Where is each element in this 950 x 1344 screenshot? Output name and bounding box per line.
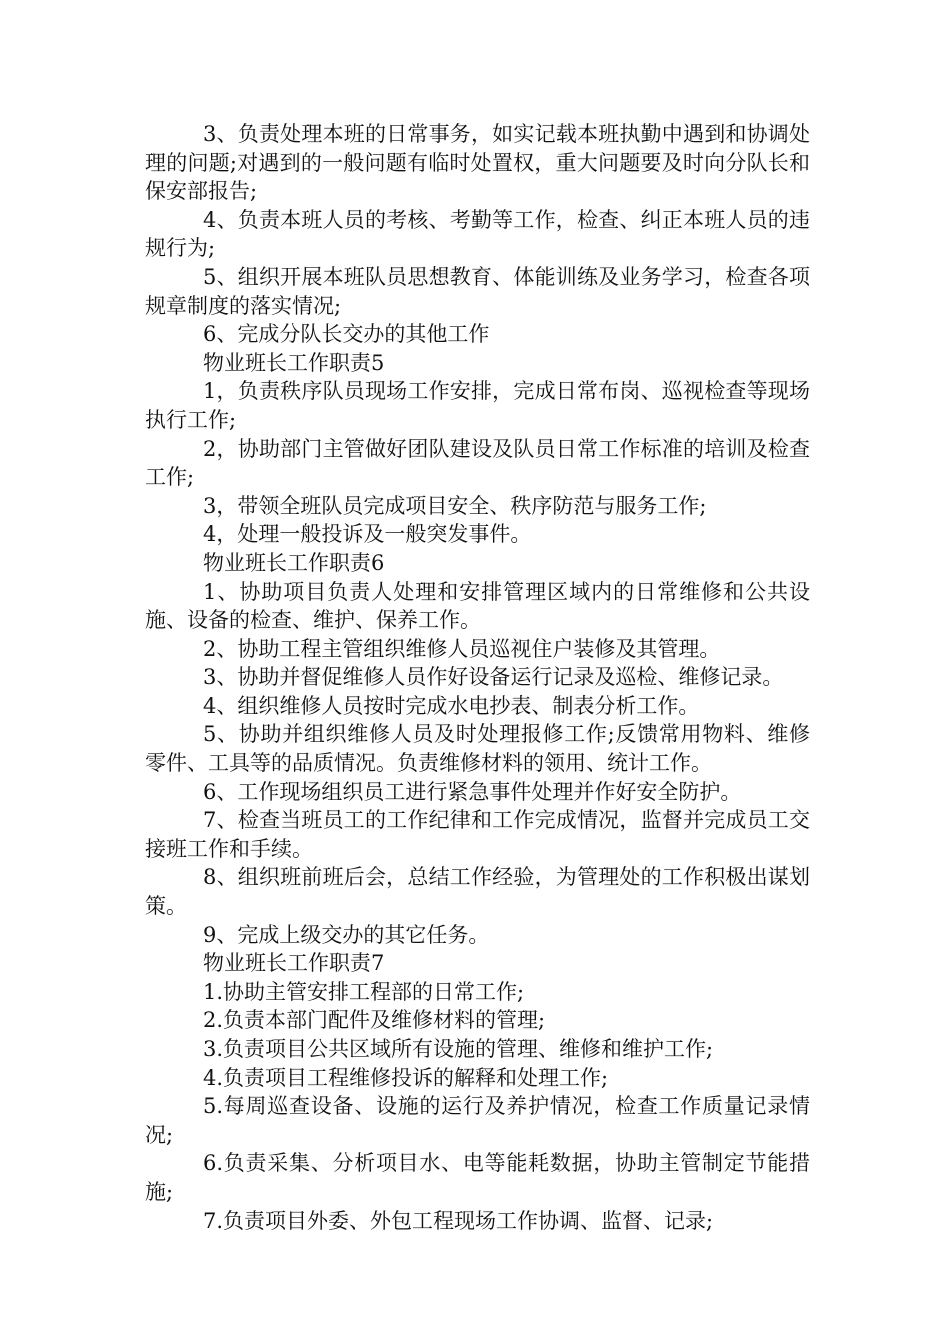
paragraph: 3、协助并督促维修人员作好设备运行记录及巡检、维修记录。 <box>203 665 784 690</box>
paragraph: 2、协助工程主管组织维修人员巡视住户装修及其管理。 <box>203 636 721 661</box>
paragraph: 7.负责项目外委、外包工程现场工作协调、监督、记录; <box>203 1208 714 1233</box>
paragraph: 8、组织班前班后会，总结工作经验，为管理处的工作积极出谋划策。 <box>145 865 810 919</box>
paragraph: 7、检查当班员工的工作纪律和工作完成情况，监督并完成员工交接班工作和手续。 <box>145 808 810 861</box>
document-body <box>145 120 810 1235</box>
paragraph: 5、协助并组织维修人员及时处理报修工作;反馈常用物料、维修零件、工具等的品质情况。负责维修材料的领用、统计工作。 <box>145 722 810 776</box>
paragraph: 3、负责处理本班的日常事务，如实记载本班执勤中遇到和协调处理的问题;对遇到的一般问题有临时处置权，重大问题要及时向分队长和保安部报告; <box>145 122 810 204</box>
paragraph: 9、完成上级交办的其它任务。 <box>203 922 490 947</box>
section-heading: 物业班长工作职责5 <box>203 350 385 375</box>
paragraph: 1.协助主管安排工程部的日常工作; <box>203 979 525 1004</box>
paragraph: 5、组织开展本班队员思想教育、体能训练及业务学习，检查各项规章制度的落实情况; <box>145 264 810 318</box>
paragraph: 4.负责项目工程维修投诉的解释和处理工作; <box>203 1065 609 1090</box>
paragraph: 1、协助项目负责人处理和安排管理区域内的日常维修和公共设施、设备的检查、维护、保养工作。 <box>145 579 810 633</box>
paragraph: 4、负责本班人员的考核、考勤等工作，检查、纠正本班人员的违规行为; <box>145 207 810 261</box>
section-heading: 物业班长工作职责7 <box>203 951 385 976</box>
paragraph: 4，处理一般投诉及一般突发事件。 <box>203 522 532 547</box>
paragraph: 3，带领全班队员完成项目安全、秩序防范与服务工作; <box>203 493 707 518</box>
paragraph: 6、完成分队长交办的其他工作 <box>203 322 490 347</box>
paragraph: 6、工作现场组织员工进行紧急事件处理并作好安全防护。 <box>203 779 742 804</box>
paragraph: 2，协助部门主管做好团队建设及队员日常工作标准的培训及检查工作; <box>145 436 810 490</box>
paragraph: 6.负责采集、分析项目水、电等能耗数据，协助主管制定节能措施; <box>145 1151 810 1204</box>
paragraph: 4、组织维修人员按时完成水电抄表、制表分析工作。 <box>203 693 700 718</box>
section-heading: 物业班长工作职责6 <box>203 550 385 575</box>
paragraph: 1，负责秩序队员现场工作安排，完成日常布岗、巡视检查等现场执行工作; <box>145 379 810 432</box>
paragraph: 3.负责项目公共区域所有设施的管理、维修和维护工作; <box>203 1037 714 1061</box>
paragraph: 2.负责本部门配件及维修材料的管理; <box>203 1008 546 1033</box>
paragraph: 5.每周巡查设备、设施的运行及养护情况，检查工作质量记录情况; <box>145 1094 810 1147</box>
